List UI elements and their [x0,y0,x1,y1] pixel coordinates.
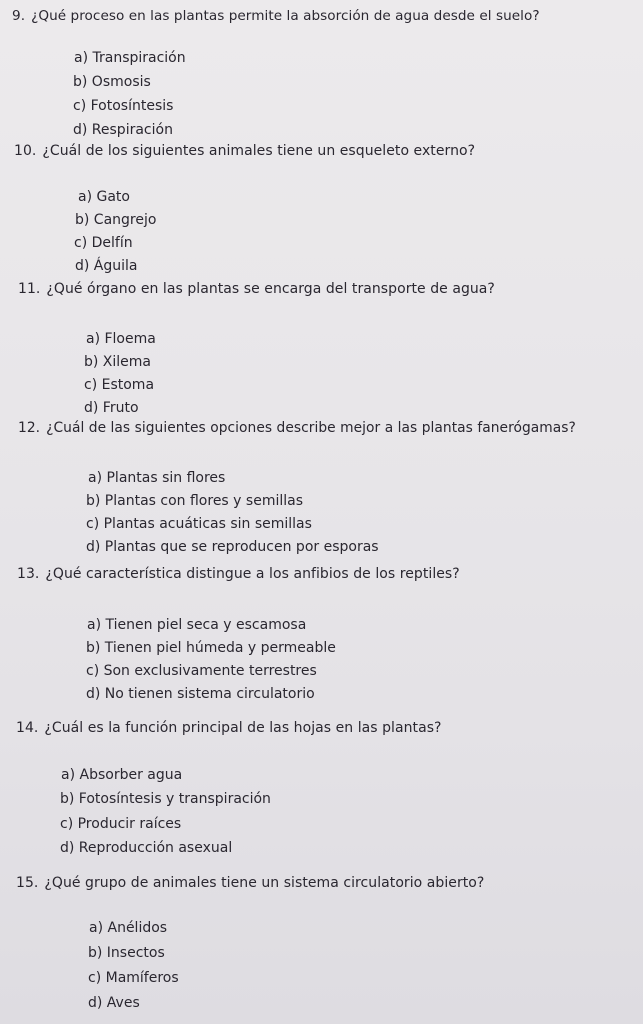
option-a: a) Gato [78,189,130,205]
option-a: a) Floema [86,331,156,347]
question-number: 12. [18,420,41,436]
question-text: 12. ¿Cuál de las siguientes opciones describe mejor a las plantas fanerógamas? [18,420,576,436]
question-number: 10. [14,143,37,159]
question-text: 13. ¿Qué característica distingue a los anfibios de los reptiles? [17,566,460,582]
question-text: 10. ¿Cuál de los siguientes animales tiene un esqueleto externo? [14,143,476,159]
question-text: 11. ¿Qué órgano en las plantas se encarga del transporte de agua? [18,281,495,297]
option-d: d) Plantas que se reproducen por esporas [86,539,379,555]
option-a: a) Transpiración [74,50,186,66]
option-d: d) Respiración [73,122,173,138]
option-a: a) Plantas sin flores [88,470,226,486]
question-number: 14. [16,720,39,736]
option-d: d) Fruto [84,400,139,416]
question-text: 9. ¿Qué proceso en las plantas permite la absorción de agua desde el suelo? [12,8,540,24]
option-c: c) Delfín [74,235,133,251]
question-text: 14. ¿Cuál es la función principal de las hojas en las plantas? [16,720,442,736]
option-b: b) Insectos [88,945,165,961]
question-number: 15. [16,875,39,891]
option-b: b) Fotosíntesis y transpiración [60,791,271,807]
option-b: b) Osmosis [73,74,151,90]
option-a: a) Absorber agua [61,767,183,783]
option-b: b) Tienen piel húmeda y permeable [86,640,336,656]
option-c: c) Son exclusivamente terrestres [86,663,317,679]
option-c: c) Producir raíces [60,816,182,832]
question-number: 13. [17,566,40,582]
option-a: a) Tienen piel seca y escamosa [87,617,307,633]
option-b: b) Xilema [84,354,151,370]
option-a: a) Anélidos [89,920,168,936]
question-text: 15. ¿Qué grupo de animales tiene un sistema circulatorio abierto? [16,875,485,891]
option-d: d) No tienen sistema circulatorio [86,686,315,702]
option-d: d) Aves [88,995,140,1011]
option-c: c) Plantas acuáticas sin semillas [86,516,312,532]
option-c: c) Fotosíntesis [73,98,174,114]
question-number: 9. [12,8,26,24]
question-number: 11. [18,281,41,297]
option-d: d) Reproducción asexual [60,840,233,856]
option-b: b) Cangrejo [75,212,157,228]
option-b: b) Plantas con flores y semillas [86,493,303,509]
option-c: c) Mamíferos [88,970,179,986]
option-d: d) Águila [75,258,138,274]
option-c: c) Estoma [84,377,155,393]
